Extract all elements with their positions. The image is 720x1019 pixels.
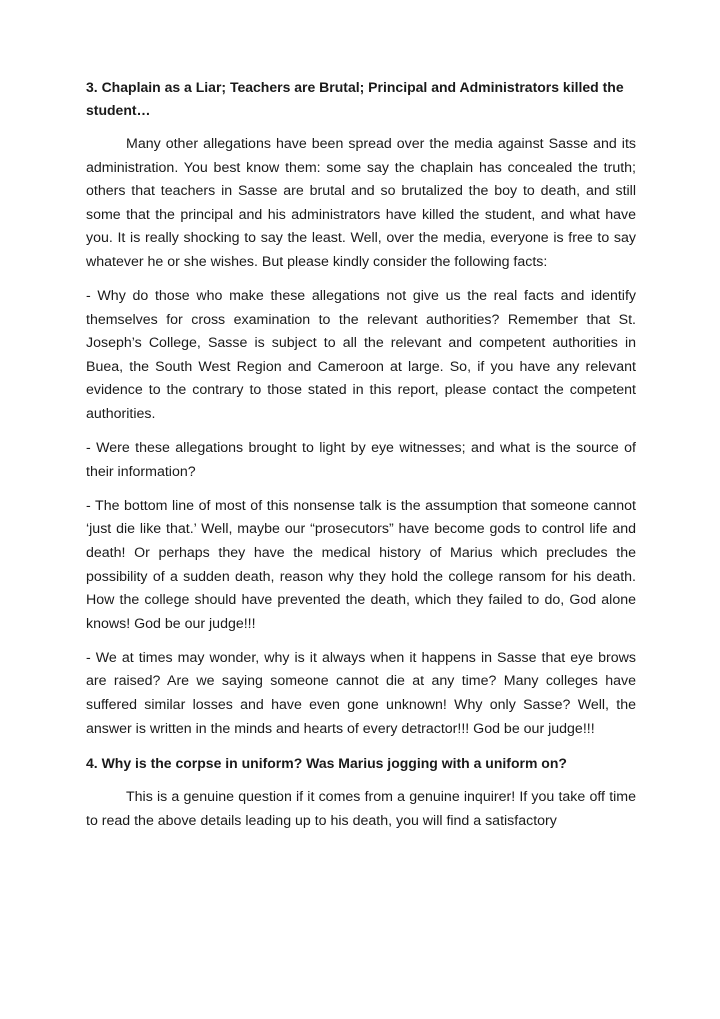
section-3-point-identify: - Why do those who make these allegations not give us the real facts and identify themselves for cross examination to the relevant authorities? Remember that St. Joseph’s College, Sasse is subject to all the relevant and competent authorities in Buea, the South West Region and Cameroon at large. So, if you have any relevant evidence to the contrary to those stated in this report, please contact the competent authorities. (86, 288, 636, 423)
document-page (86, 76, 636, 844)
section-3-point-eye-brows: - We at times may wonder, why is it always when it happens in Sasse that eye brows are raised? Are we saying someone cannot die at any time? Many colleges have suffered similar losses and have even gone unknown! Why only Sasse? Well, the answer is written in the minds and hearts of every detractor!!! God be our judge!!! (86, 649, 636, 737)
section-3-heading: 3. Chaplain as a Liar; Teachers are Brutal; Principal and Administrators killed the student… (86, 79, 624, 118)
section-3-point-witnesses: - Were these allegations brought to light by eye witnesses; and what is the source of their information? (86, 440, 636, 480)
section-3-intro-paragraph: Many other allegations have been spread over the media against Sasse and its administration. You best know them: some say the chaplain has concealed the truth; others that teachers in Sasse are brutal and so brutalized the boy to death, and still some that the principal and his administrators have killed the student, and what have you. It is really shocking to say the least. Well, over the media, everyone is free to say whatever he or she wishes. But please kindly consider the following facts: (86, 136, 636, 270)
section-4-paragraph: This is a genuine question if it comes from a genuine inquirer! If you take off time to read the above details leading up to his death, you will find a satisfactory (86, 789, 636, 829)
section-4-heading: 4. Why is the corpse in uniform? Was Marius jogging with a uniform on? (86, 754, 567, 771)
section-3-point-bottom-line: - The bottom line of most of this nonsense talk is the assumption that someone cannot ‘just die like that.’ Well, maybe our “prosecutors” have become gods to control life and death! Or perhaps they have the medical history of Marius which precludes the possibility of a sudden death, reason why they hold the college ransom for his death. How the college should have prevented the death, which they failed to do, God alone knows! God be our judge!!! (86, 497, 636, 632)
